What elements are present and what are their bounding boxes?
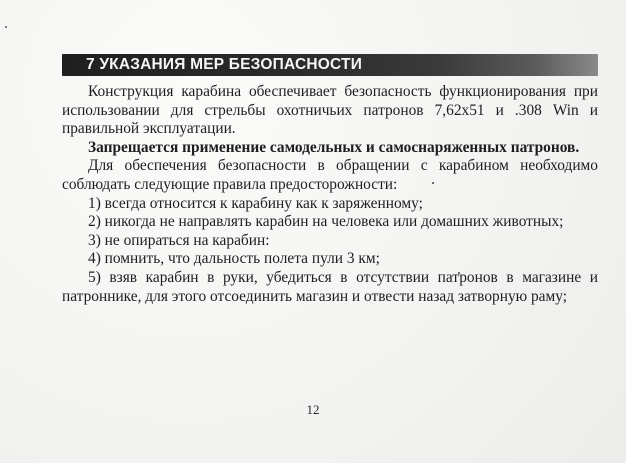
- paragraph-safety-intro: Для обеспечения безопасности в обращении с карабином необходимо соблюдать следующие правила предосторожности:: [62, 157, 598, 193]
- paragraph-prohibition: Запрещается применение самодельных и самоснаряженных патронов.: [88, 138, 580, 156]
- paragraph-construction: Конструкция карабина обеспечивает безопасность функционирования при использовании для стрельбы охотничьих патронов 7,62х51 и .308 Win и правильной эксплуатации.: [62, 83, 598, 138]
- list-item-rule-2: 2) никогда не направлять карабин на человека или домашних животных;: [88, 213, 564, 231]
- page-number: 12: [306, 402, 320, 417]
- scan-speck: [5, 26, 7, 28]
- section-header-bar: [62, 54, 598, 76]
- list-item-rule-5: 5) взяв карабин в руки, убедиться в отсутствии патронов в магазине и патроннике, для этого отсоединить магазин и отвести назад затворную раму;: [62, 268, 598, 305]
- list-item-rule-1: 1) всегда относится к карабину как к заряженному;: [88, 194, 423, 212]
- section-body: [62, 83, 598, 306]
- list-item-rule-3: 3) не опираться на карабин:: [88, 231, 270, 249]
- list-item-rule-4: 4) помнить, что дальность полета пули 3 км;: [88, 250, 380, 268]
- section-title: 7 УКАЗАНИЯ МЕР БЕЗОПАСНОСТИ: [86, 56, 363, 73]
